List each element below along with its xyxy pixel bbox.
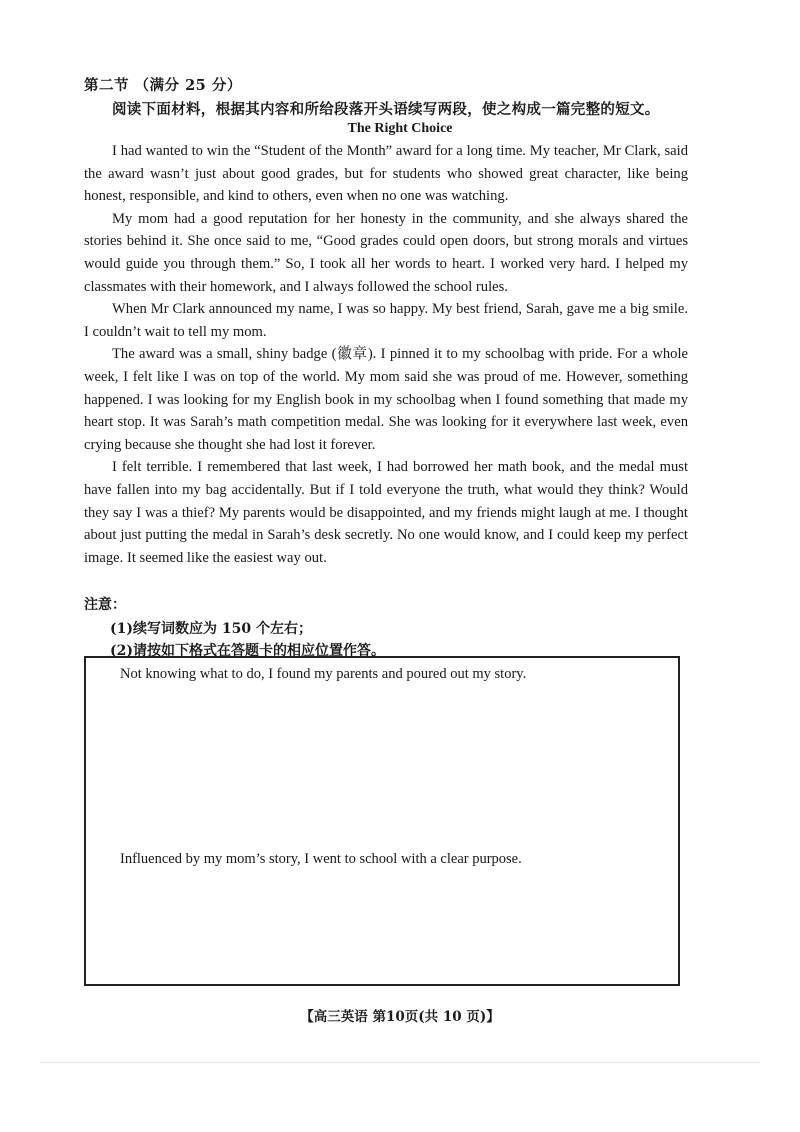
paragraph-opening-2: Influenced by my mom’s story, I went to school with a clear purpose.	[120, 851, 522, 867]
scan-divider	[40, 1062, 760, 1063]
passage-body	[84, 140, 688, 569]
passage-paragraph: I had wanted to win the “Student of the Month” award for a long time. My teacher, Mr Clark, said the award wasn’t just about good grades, but for students who showed great character, like being honest, responsible, and kind to others, even when no one was watching.	[84, 143, 688, 205]
answer-box[interactable]	[84, 656, 680, 986]
passage-paragraph: The award was a small, shiny badge (徽章). I pinned it to my schoolbag with pride. For a whole week, I felt like I was on top of the world. My mom said she was proud of me. However, something happened. I was looking for my English book in my schoolbag when I found something that made my heart stop. It was Sarah’s math competition medal. She was looking for it everywhere last week, even crying because she thought she had lost it forever.	[84, 346, 688, 453]
paragraph-opening-1: Not knowing what to do, I found my parents and poured out my story.	[120, 666, 527, 682]
section-title: 第二节 （满分 25 分）	[84, 77, 242, 94]
instruction-text: 阅读下面材料，根据其内容和所给段落开头语续写两段，使之构成一篇完整的短文。	[112, 101, 660, 118]
passage-paragraph: My mom had a good reputation for her honesty in the community, and she always shared the stories behind it. She once said to me, “Good grades could open doors, but strong morals and virtues would guide you through them.” So, I took all her words to heart. I worked very hard. I helped my classmates with their homework, and I always followed the school rules.	[84, 210, 688, 295]
note-item-format: (2)请按如下格式在答题卡的相应位置作答。	[110, 643, 385, 659]
passage-paragraph: When Mr Clark announced my name, I was so happy. My best friend, Sarah, gave me a big smile. I couldn’t wait to tell my mom.	[84, 301, 688, 340]
note-item-word-count: (1)续写词数应为 150 个左右；	[110, 621, 312, 637]
notes-label: 注意：	[84, 597, 126, 613]
passage-title: The Right Choice	[347, 121, 453, 136]
passage-paragraph: I felt terrible. I remembered that last week, I had borrowed her math book, and the medal must have fallen into my bag accidentally. But if I told everyone the truth, what would they think? Would they say I was a thief? My parents would be disappointed, and my friends might laugh at me. I thought about just putting the medal in Sarah’s desk secretly. No one would know, and I could keep my perfect image. It seemed like the easiest way out.	[84, 459, 688, 566]
page-footer: 【高三英语 第10页(共 10 页)】	[300, 1009, 500, 1025]
